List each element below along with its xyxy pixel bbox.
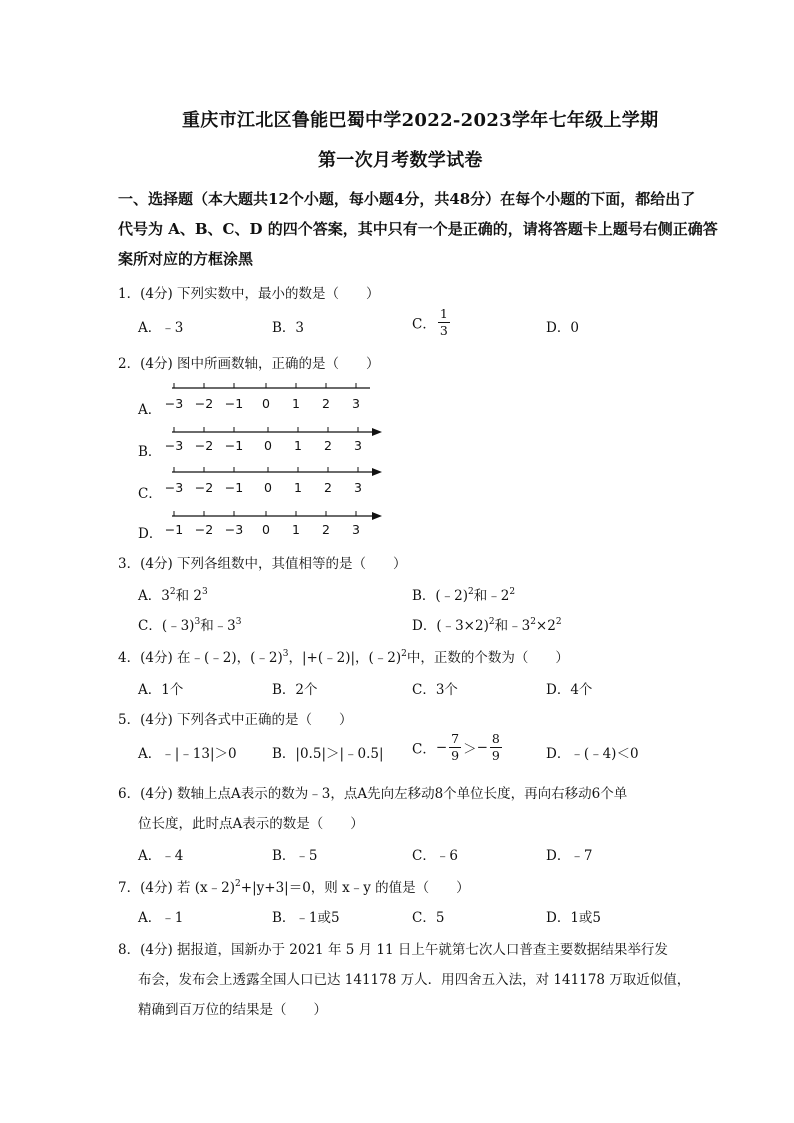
q1-c-numerator: 1 bbox=[439, 306, 448, 321]
section1-line3: 案所对应的方框涂黑 bbox=[118, 250, 254, 268]
q2-c-tick-5: 2 bbox=[324, 480, 332, 495]
section1-line1: 一、选择题（本大题共12个小题，每小题4分，共48分）在每个小题的下面，都给出了 bbox=[118, 190, 696, 208]
q2-b-tick-3: 0 bbox=[264, 438, 272, 453]
q2-number-line-a bbox=[160, 378, 390, 420]
q2-b-tick-6: 3 bbox=[354, 438, 362, 453]
q1-option-a: A．﹣3 bbox=[138, 320, 184, 336]
q2-a-tick-4: 1 bbox=[292, 396, 300, 411]
q2-b-tick-0: −3 bbox=[164, 438, 184, 453]
q2-c-tick-3: 0 bbox=[264, 480, 272, 495]
q2-d-tick-2: −3 bbox=[224, 522, 244, 537]
q2-stem: 2．(4分) 图中所画数轴，正确的是（ ） bbox=[118, 356, 380, 372]
section1-line2: 代号为 A、B、C、D 的四个答案，其中只有一个是正确的，请将答题卡上题号右侧正确答 bbox=[118, 220, 718, 238]
q5-option-a: A．﹣|﹣13|＞0 bbox=[138, 746, 237, 762]
q5-option-d: D．﹣(﹣4)＜0 bbox=[546, 746, 639, 762]
q2-c-tick-4: 1 bbox=[294, 480, 302, 495]
q6-stem-line1: 6．(4分) 数轴上点A表示的数为﹣3，点A先向左移动8个单位长度，再向右移动6个单 bbox=[118, 786, 628, 802]
exam-title-line2: 第一次月考数学试卷 bbox=[318, 150, 483, 171]
q2-number-line-d bbox=[160, 504, 390, 546]
q6-option-c: C．﹣6 bbox=[412, 848, 458, 864]
q2-c-tick-0: −3 bbox=[164, 480, 184, 495]
q2-d-tick-0: −1 bbox=[164, 522, 184, 537]
q2-a-tick-3: 0 bbox=[262, 396, 270, 411]
q4-option-a: A．1个 bbox=[138, 682, 184, 698]
q2-b-tick-4: 1 bbox=[294, 438, 302, 453]
q1-option-d: D．0 bbox=[546, 320, 579, 336]
q2-d-tick-1: −2 bbox=[194, 522, 214, 537]
q2-d-tick-4: 1 bbox=[292, 522, 300, 537]
q5-stem: 5．(4分) 下列各式中正确的是（ ） bbox=[118, 712, 353, 728]
q3-option-d: D．(﹣3×2)$^2$和$﹣3^2\times 2^2$ bbox=[412, 617, 562, 634]
q7-option-c: C．5 bbox=[412, 910, 445, 926]
q2-a-tick-5: 2 bbox=[322, 396, 330, 411]
q3-option-c: C．(﹣3)$^3$和$﹣3^3$ bbox=[138, 617, 242, 634]
q2-b-tick-2: −1 bbox=[224, 438, 244, 453]
q1-c-denominator: 3 bbox=[439, 322, 448, 338]
q2-number-line-b bbox=[160, 420, 390, 462]
q6-option-d: D．﹣7 bbox=[546, 848, 593, 864]
q8-stem-line3: 精确到百万位的结果是（ ） bbox=[138, 1002, 327, 1018]
q6-option-b: B．﹣5 bbox=[272, 848, 318, 864]
q2-option-a-label: A． bbox=[138, 402, 162, 418]
q2-d-tick-5: 2 bbox=[322, 522, 330, 537]
q4-stem: 4．(4分) 在﹣(﹣2)，(﹣2)$^3$，|+(﹣2)|，(﹣2)$^2$中，正数的个数为（ ） bbox=[118, 649, 569, 666]
q4-option-c: C．3个 bbox=[412, 682, 458, 698]
q3-stem: 3．(4分) 下列各组数中，其值相等的是（ ） bbox=[118, 556, 407, 572]
q6-option-a: A．﹣4 bbox=[138, 848, 184, 864]
q8-stem-line1: 8．(4分) 据报道，国新办于 2021 年 5 月 11 日上午就第七次人口普查主要数据结果举行发 bbox=[118, 942, 668, 958]
q2-option-d-label: D． bbox=[138, 526, 163, 542]
q7-option-a: A．﹣1 bbox=[138, 910, 184, 926]
q5-option-b: B．|0.5|＞|﹣0.5| bbox=[272, 746, 384, 762]
q2-option-b-label: B． bbox=[138, 444, 162, 460]
q2-c-tick-2: −1 bbox=[224, 480, 244, 495]
q2-d-tick-6: 3 bbox=[352, 522, 360, 537]
q2-c-tick-1: −2 bbox=[194, 480, 214, 495]
q1-option-c: C． $\frac{1}{3}$ bbox=[412, 306, 448, 338]
q2-d-tick-3: 0 bbox=[262, 522, 270, 537]
q8-stem-line2: 布会，发布会上透露全国人口已达 141178 万人．用四舍五入法，对 141178 万取近似值， bbox=[138, 972, 691, 988]
q2-option-c-label: C． bbox=[138, 486, 162, 502]
q1-option-b: B．3 bbox=[272, 320, 305, 336]
q2-a-tick-6: 3 bbox=[352, 396, 360, 411]
q2-number-line-c bbox=[160, 462, 390, 504]
q2-a-tick-0: −3 bbox=[164, 396, 184, 411]
q2-c-tick-6: 3 bbox=[354, 480, 362, 495]
q4-option-d: D．4个 bbox=[546, 682, 593, 698]
q2-b-tick-5: 2 bbox=[324, 438, 332, 453]
q7-option-d: D．1或5 bbox=[546, 910, 602, 926]
q3-option-a: A．$3^2$和 $2^3$ bbox=[138, 587, 208, 604]
q3-option-b: B．(﹣2)$^2$和$﹣2^2$ bbox=[412, 587, 516, 604]
q2-a-tick-2: −1 bbox=[224, 396, 244, 411]
q7-option-b: B．﹣1或5 bbox=[272, 910, 340, 926]
q5-option-c: C．− $\frac{7}{9}$ ＞− $\frac{8}{9}$ bbox=[412, 731, 500, 763]
q4-option-b: B．2个 bbox=[272, 682, 318, 698]
q6-stem-line2: 位长度，此时点A表示的数是（ ） bbox=[138, 816, 364, 832]
q1-stem: 1．(4分) 下列实数中，最小的数是（ ） bbox=[118, 286, 380, 302]
q7-stem: 7．(4分) 若 (x﹣2)$^2$+|y+3|＝0，则 x﹣y 的值是（ ） bbox=[118, 879, 470, 896]
q2-a-tick-1: −2 bbox=[194, 396, 214, 411]
exam-title-line1: 重庆市江北区鲁能巴蜀中学2022-2023学年七年级上学期 bbox=[182, 110, 659, 131]
q2-b-tick-1: −2 bbox=[194, 438, 214, 453]
